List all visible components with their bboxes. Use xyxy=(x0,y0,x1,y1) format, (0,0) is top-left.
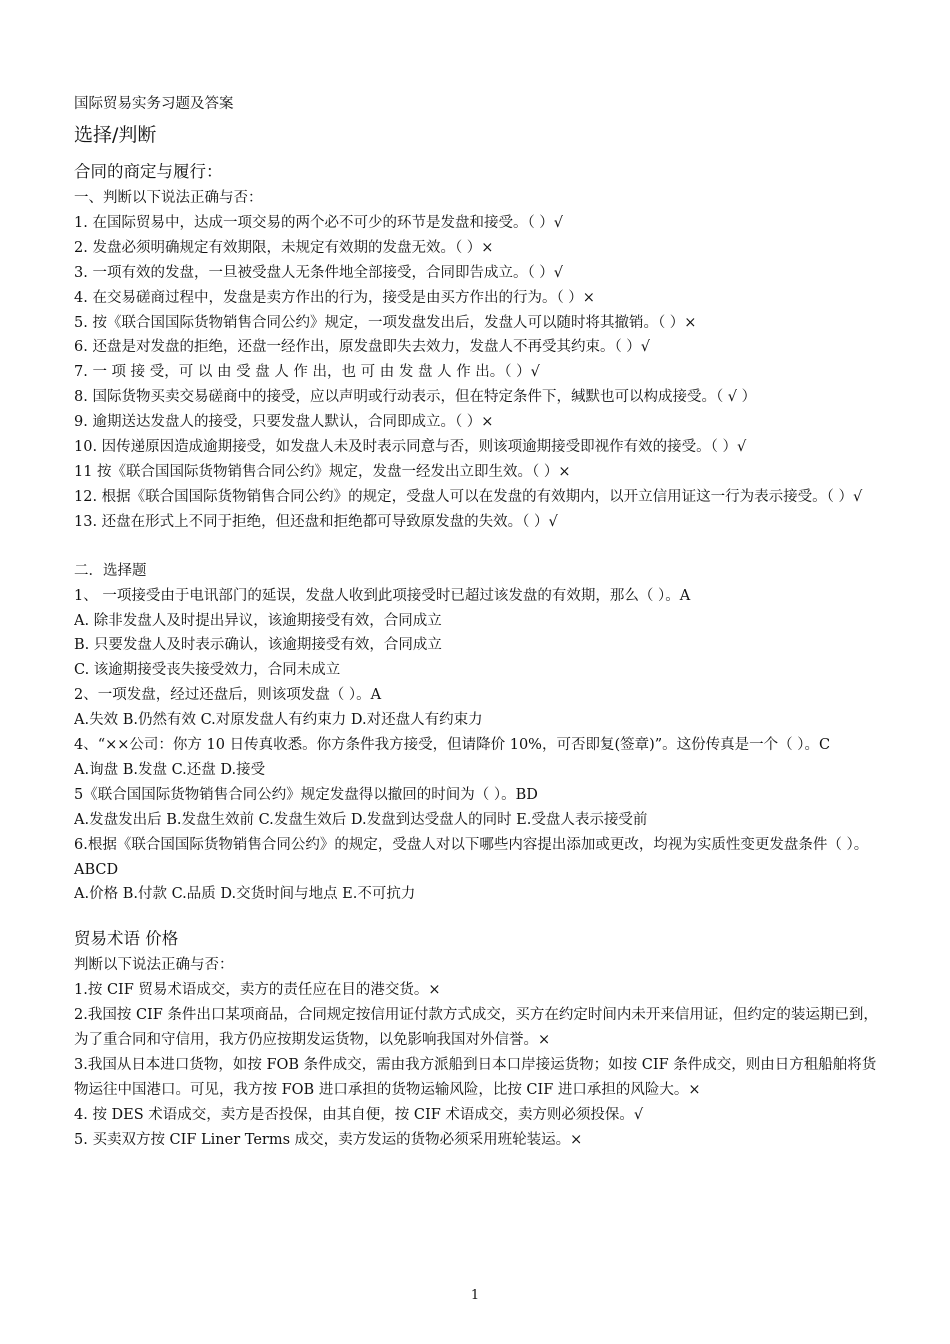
judge-item: 3. 一项有效的发盘，一旦被受盘人无条件地全部接受，合同即告成立。（ ）√ xyxy=(74,264,564,281)
judge-item: 8. 国际货物买卖交易磋商中的接受，应以声明或行动表示，但在特定条件下，缄默也可以构成接受。（ √ ） xyxy=(74,389,757,406)
choice-item: 1、 一项接受由于电讯部门的延误，发盘人收到此项接受时已超过该发盘的有效期，那么（ ）。A xyxy=(74,587,691,604)
page-number: 1 xyxy=(470,1288,480,1303)
choice-item: A.价格 B.付款 C.品质 D.交货时间与地点 E.不可抗力 xyxy=(74,886,416,903)
section-title: 选择/判断 xyxy=(74,124,157,146)
choice-item: C. 该逾期接受丧失接受效力，合同未成立 xyxy=(74,662,341,679)
judge-item: 5. 买卖双方按 CIF Liner Terms 成交，卖方发运的货物必须采用班轮装运。× xyxy=(74,1131,583,1148)
choice-item: A.发盘发出后 B.发盘生效前 C.发盘生效后 D.发盘到达受盘人的同时 E.受盘人表示接受前 xyxy=(74,811,648,828)
judge-item: 4. 在交易磋商过程中，发盘是卖方作出的行为，接受是由买方作出的行为。（ ）× xyxy=(74,289,595,306)
choice-item: 2、一项发盘，经过还盘后，则该项发盘（ ）。A xyxy=(74,687,382,704)
choice-item: 6.根据《联合国国际货物销售合同公约》的规定，受盘人对以下哪些内容提出添加或更改，均视为实质性变更发盘条件（ ）。ABCD xyxy=(74,836,869,878)
choice-item: A. 除非发盘人及时提出异议，该逾期接受有效，合同成立 xyxy=(74,612,442,629)
judge-item: 1. 在国际贸易中，达成一项交易的两个必不可少的环节是发盘和接受。（ ）√ xyxy=(74,214,564,231)
document-title: 国际贸易实务习题及答案 xyxy=(74,96,234,112)
choice-item: A.询盘 B.发盘 C.还盘 D.接受 xyxy=(74,761,266,778)
judge-item: 2. 发盘必须明确规定有效期限，未规定有效期的发盘无效。（ ）× xyxy=(74,239,494,256)
judge-item: 12. 根据《联合国国际货物销售合同公约》的规定，受盘人可以在发盘的有效期内，以开立信用证这一行为表示接受。（ ）√ xyxy=(74,488,863,505)
judge-item: 13. 还盘在形式上不同于拒绝，但还盘和拒绝都可导致原发盘的失效。（ ）√ xyxy=(74,513,558,530)
part2-heading: 贸易术语 价格 xyxy=(74,929,179,949)
judge-item: 5. 按《联合国国际货物销售合同公约》规定，一项发盘发出后，发盘人可以随时将其撤销。（ ）× xyxy=(74,314,697,331)
judge-item: 1.按 CIF 贸易术语成交，卖方的责任应在目的港交货。× xyxy=(74,982,441,999)
document-page xyxy=(74,92,880,1153)
choice-item: 5《联合国国际货物销售合同公约》规定发盘得以撤回的时间为（ ）。BD xyxy=(74,786,538,803)
part1-choice-intro: 二．选择题 xyxy=(74,562,147,579)
judge-item: 9. 逾期送达发盘人的接受，只要发盘人默认，合同即成立。（ ）× xyxy=(74,414,494,431)
choice-item: B. 只要发盘人及时表示确认，该逾期接受有效，合同成立 xyxy=(74,637,442,654)
part1-judge-intro: 一、判断以下说法正确与否： xyxy=(74,190,263,206)
part1-heading: 合同的商定与履行： xyxy=(74,162,223,181)
judge-item: 3.我国从日本进口货物，如按 FOB 条件成交，需由我方派船到日本口岸接运货物；如按 CIF 条件成交，则由日方租船舶将货物运往中国港口。可见，我方按 FOB 进口承担的货物运输风险，比按 CIF 进口承担的风险大。× xyxy=(74,1057,877,1098)
judge-item: 7. 一 项 接 受，可 以 由 受 盘 人 作 出，也 可 由 发 盘 人 作 出。（ ）√ xyxy=(74,364,540,381)
part2-judge-intro: 判断以下说法正确与否： xyxy=(74,957,234,974)
judge-item: 4. 按 DES 术语成交，卖方是否投保，由其自便，按 CIF 术语成交，卖方则必须投保。√ xyxy=(74,1106,644,1123)
judge-item: 2.我国按 CIF 条件出口某项商品，合同规定按信用证付款方式成交，买方在约定时间内未开来信用证，但约定的装运期已到，为了重合同和守信用，我方仍应按期发运货物，以免影响我国对外信誉。× xyxy=(74,1007,878,1049)
choice-item: 4、“××公司：你方 10 日传真收悉。你方条件我方接受，但请降价 10%，可否即复(签章)”。这份传真是一个（ ）。C xyxy=(74,737,831,754)
choice-item: A.失效 B.仍然有效 C.对原发盘人有约束力 D.对还盘人有约束力 xyxy=(74,712,483,729)
judge-item: 6. 还盘是对发盘的拒绝，还盘一经作出，原发盘即失去效力，发盘人不再受其约束。（ ）√ xyxy=(74,339,651,356)
judge-item: 10. 因传递原因造成逾期接受，如发盘人未及时表示同意与否，则该项逾期接受即视作有效的接受。（ ）√ xyxy=(74,439,747,456)
judge-item: 11 按《联合国国际货物销售合同公约》规定，发盘一经发出立即生效。（ ）× xyxy=(74,463,571,480)
